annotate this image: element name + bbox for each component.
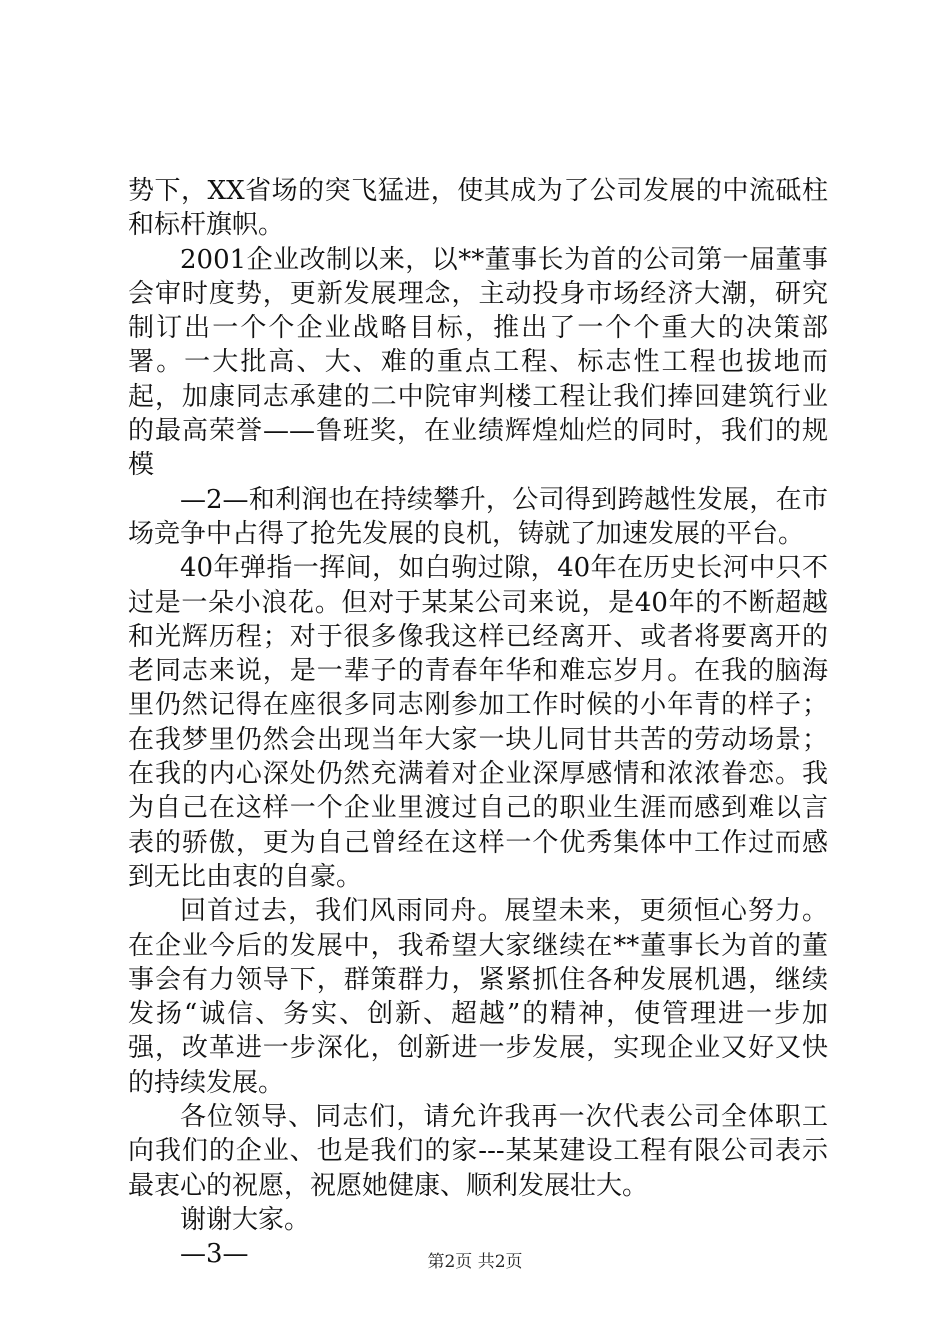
paragraph: 2001企业改制以来，以**董事长为首的公司第一届董事会审时度势，更新发展理念，主动投身市场经济大潮，研究制订出一个个企业战略目标，推出了一个个重大的决策部署。一大批高、大、难的重点工程、标志性工程也拔地而起，加康同志承建的二中院审判楼工程让我们捧回建筑行业的最高荣誉——鲁班奖，在业绩辉煌灿烂的同时，我们的规模 (128, 244, 828, 481)
inline-page-number: —3— (180, 1239, 249, 1270)
document-body (128, 174, 828, 1272)
paragraph: 各位领导、同志们，请允许我再一次代表公司全体职工向我们的企业、也是我们的家---某某建设工程有限公司表示最衷心的祝愿，祝愿她健康、顺利发展壮大。 (128, 1102, 828, 1201)
paragraph: 势下，XX省场的突飞猛进，使其成为了公司发展的中流砥柱和标杆旗帜。 (128, 176, 828, 241)
paragraph: 回首过去，我们风雨同舟。展望未来，更须恒心努力。在企业今后的发展中，我希望大家继续在**董事长为首的董事会有力领导下，群策群力，紧紧抓住各种发展机遇，继续发扬“诚信、务实、创新、超越”的精神，使管理进一步加强，改革进一步深化，创新进一步发展，实现企业又好又快的持续发展。 (128, 896, 828, 1098)
page-footer: 第2页 共2页 (427, 1252, 523, 1272)
paragraph: 40年弹指一挥间，如白驹过隙，40年在历史长河中只不过是一朵小浪花。但对于某某公司来说，是40年的不断超越和光辉历程；对于很多像我这样已经离开、或者将要离开的老同志来说，是一辈子的青春年华和难忘岁月。在我的脑海里仍然记得在座很多同志刚参加工作时候的小年青的样子；在我梦里仍然会出现当年大家一块儿同甘共苦的劳动场景；在我的内心深处仍然充满着对企业深厚感情和浓浓眷恋。我为自己在这样一个企业里渡过自己的职业生涯而感到难以言表的骄傲，更为自己曾经在这样一个优秀集体中工作过而感到无比由衷的自豪。 (128, 553, 828, 892)
closing-line: 谢谢大家。 (180, 1204, 311, 1235)
paragraph: —2—和利润也在持续攀升，公司得到跨越性发展，在市场竞争中占得了抢先发展的良机，铸就了加速发展的平台。 (128, 484, 828, 549)
